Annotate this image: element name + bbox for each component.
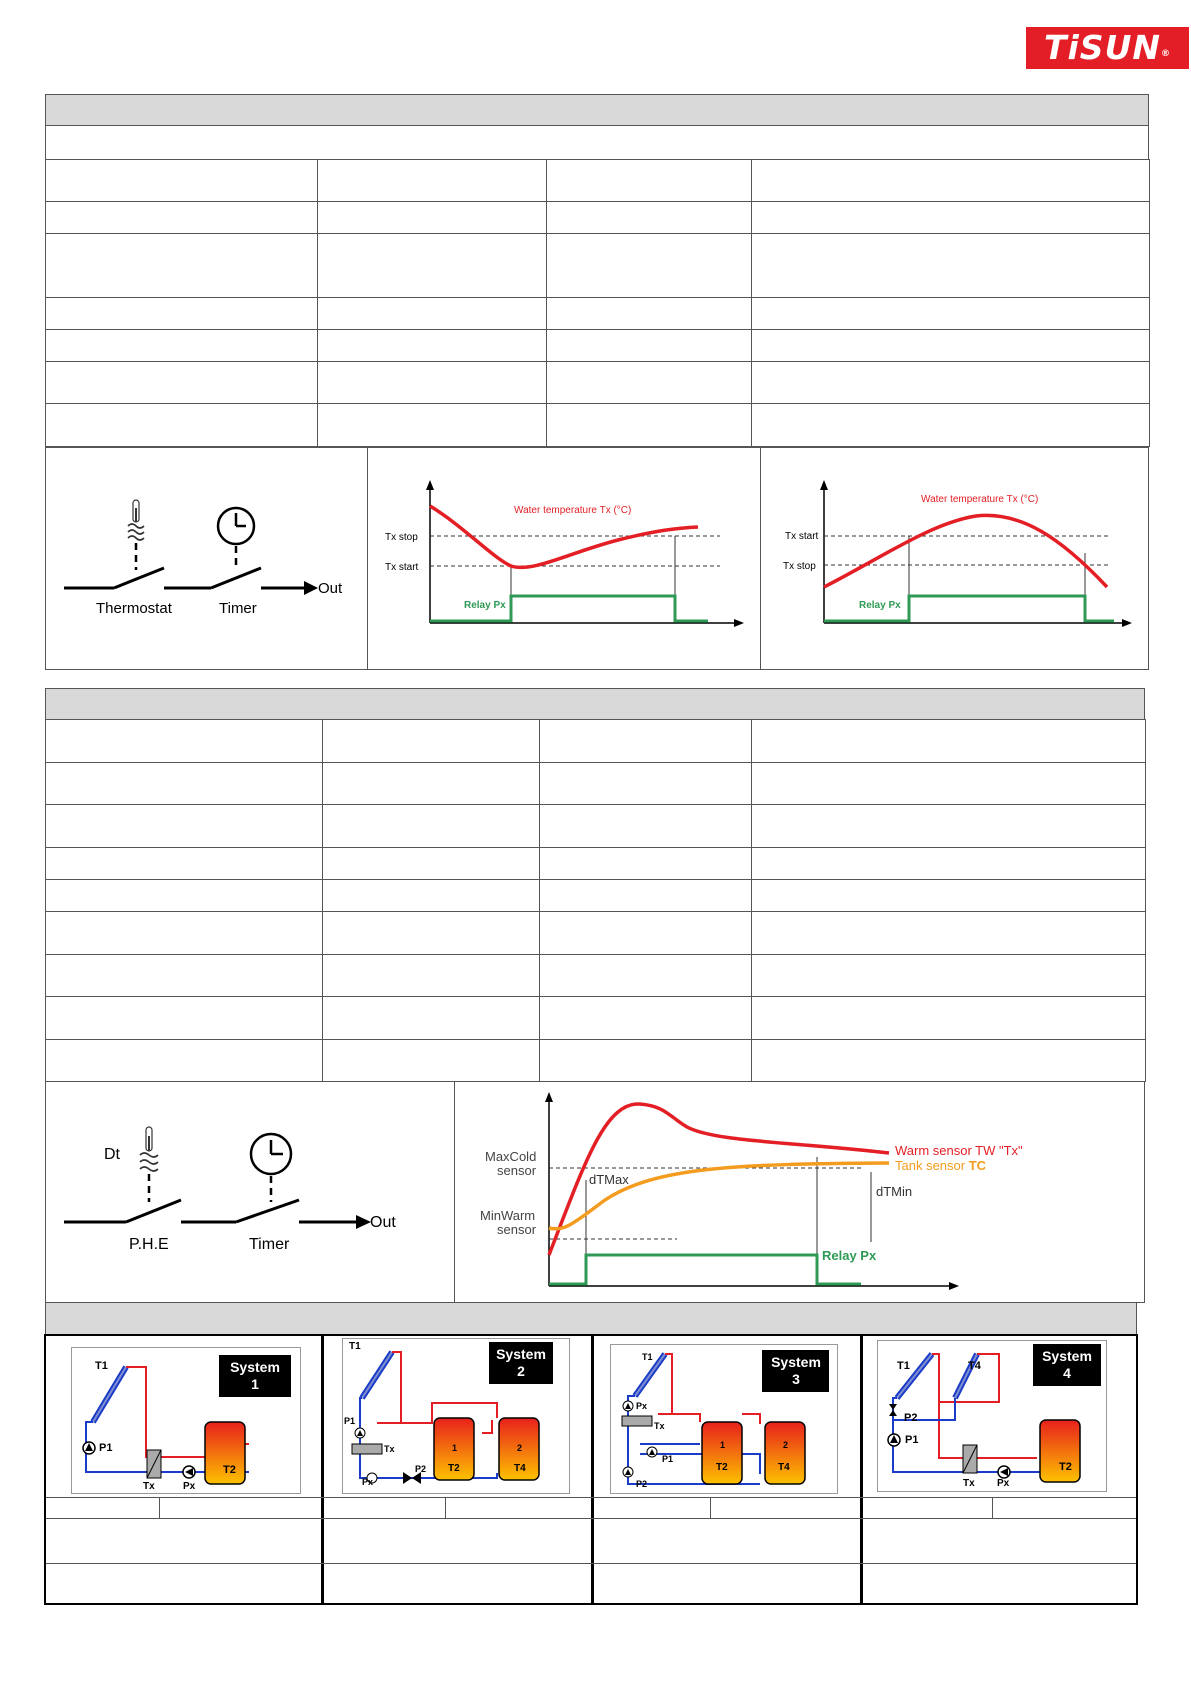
- label-t4: T4: [778, 1462, 790, 1473]
- system-3-diagram: [610, 1344, 838, 1494]
- chart-b-relay: Relay Px: [859, 600, 901, 611]
- label-p2: P2: [636, 1479, 648, 1489]
- tisun-logo: [1026, 27, 1189, 69]
- out-label: Out: [318, 580, 343, 597]
- relay-label: Relay Px: [822, 1248, 877, 1263]
- label-px: Px: [997, 1478, 1010, 1489]
- label-tank-2: 2: [517, 1443, 523, 1453]
- column-divider: [591, 1334, 594, 1605]
- registered-mark: ®: [1161, 49, 1171, 59]
- label-tx: Tx: [384, 1444, 395, 1454]
- phe-label: P.H.E: [129, 1236, 169, 1253]
- thermostat-timer-diagram: [46, 448, 367, 669]
- cell-divider: [445, 1497, 446, 1518]
- system-4-number: 4: [1063, 1365, 1071, 1381]
- chart-cooling-relay: [761, 448, 1148, 669]
- row-line: [46, 1497, 1136, 1498]
- cell-divider: [710, 1497, 711, 1518]
- max-cold-sensor-label: sensor: [497, 1163, 537, 1178]
- label-p1: P1: [662, 1454, 674, 1464]
- chart-phe-relay: [455, 1082, 1144, 1302]
- section2-switch-panel: [45, 1081, 455, 1303]
- row-line: [46, 1518, 1136, 1519]
- timer-label: Timer: [219, 600, 257, 617]
- system-3-number: 3: [792, 1371, 800, 1387]
- system-4-diagram: [877, 1340, 1107, 1492]
- system-4-title: System: [1042, 1348, 1092, 1364]
- dtmax-label: dTMax: [589, 1172, 629, 1187]
- system-1-number: 1: [251, 1376, 259, 1392]
- section1-title-row: [45, 125, 1149, 160]
- label-t2: T2: [716, 1462, 728, 1473]
- label-px: Px: [636, 1401, 648, 1411]
- label-tank-2: 2: [783, 1440, 789, 1450]
- section2-table: [45, 719, 1146, 1082]
- table-row: [46, 362, 1150, 404]
- chart-a-title: Water temperature Tx (°C): [514, 505, 632, 516]
- table-row: [46, 330, 1150, 362]
- column-divider: [321, 1334, 324, 1605]
- section1-chart-b-panel: [760, 447, 1149, 670]
- system-3-title: System: [771, 1354, 821, 1370]
- chart-a-tx-start: Tx start: [385, 562, 419, 573]
- label-tx: Tx: [143, 1481, 155, 1492]
- table-row: [46, 912, 1146, 955]
- chart-b-tx-start: Tx start: [785, 531, 819, 542]
- min-warm-label: MinWarm: [480, 1208, 536, 1223]
- section1-switch-panel: [45, 447, 368, 670]
- dt-label: Dt: [104, 1146, 120, 1163]
- section1-chart-a-panel: [367, 447, 761, 670]
- label-px: Px: [362, 1477, 374, 1487]
- logo-text: TiSUN: [1043, 28, 1161, 67]
- chart-b-title: Water temperature Tx (°C): [921, 494, 1039, 505]
- row-line: [46, 1563, 1136, 1564]
- label-t1: T1: [349, 1341, 361, 1352]
- label-tx: Tx: [963, 1478, 975, 1489]
- table-row: [46, 202, 1150, 234]
- label-t2: T2: [223, 1464, 236, 1476]
- section2-header-bar: [45, 688, 1145, 720]
- section2-chart-panel: [454, 1081, 1145, 1303]
- cell-divider: [992, 1497, 993, 1518]
- phe-timer-diagram: [46, 1082, 454, 1302]
- chart-heating-relay: [368, 448, 760, 669]
- table-row: [46, 955, 1146, 997]
- table-row: [46, 880, 1146, 912]
- cell-divider: [159, 1497, 160, 1518]
- table-row: [46, 805, 1146, 848]
- chart-a-relay: Relay Px: [464, 600, 506, 611]
- label-tank-1: 1: [720, 1440, 726, 1450]
- system-2-diagram: [342, 1338, 570, 1494]
- label-p1: P1: [344, 1416, 356, 1426]
- label-t1: T1: [95, 1360, 108, 1372]
- table-row: [46, 763, 1146, 805]
- chart-b-tx-stop: Tx stop: [783, 561, 816, 572]
- thermostat-label: Thermostat: [96, 600, 172, 617]
- system-1-title: System: [230, 1359, 280, 1375]
- label-p2: P2: [904, 1412, 918, 1424]
- label-t2: T2: [1059, 1461, 1072, 1473]
- table-row: [46, 234, 1150, 298]
- clock-icon: [251, 1134, 291, 1174]
- table-row: [46, 298, 1150, 330]
- system-2-number: 2: [517, 1363, 525, 1379]
- max-cold-label: MaxCold: [485, 1149, 537, 1164]
- label-p2: P2: [415, 1464, 427, 1474]
- table-row: [46, 160, 1150, 202]
- system-2-title: System: [496, 1346, 546, 1362]
- label-t4: T4: [514, 1463, 526, 1474]
- label-t4: T4: [968, 1360, 981, 1372]
- label-tx: Tx: [654, 1421, 665, 1431]
- label-tank-1: 1: [452, 1443, 458, 1453]
- chart-a-tx-stop: Tx stop: [385, 532, 418, 543]
- label-px: Px: [183, 1481, 196, 1492]
- table-row: [46, 848, 1146, 880]
- tank-sensor-code: TC: [968, 1158, 987, 1173]
- label-p1: P1: [905, 1434, 919, 1446]
- svg-text:Tank sensor TC: [895, 1158, 987, 1173]
- section1-table: [45, 159, 1150, 447]
- table-row: [46, 997, 1146, 1040]
- section3-header-bar: [45, 1302, 1137, 1335]
- min-warm-sensor-label: sensor: [497, 1222, 537, 1237]
- table-row: [46, 720, 1146, 763]
- label-t1: T1: [642, 1352, 653, 1362]
- system-1-diagram: [71, 1347, 301, 1494]
- label-p1: P1: [99, 1442, 113, 1454]
- label-t2: T2: [448, 1463, 460, 1474]
- dtmin-label: dTMin: [876, 1184, 913, 1199]
- label-t1: T1: [897, 1360, 910, 1372]
- section1-header-bar: [45, 94, 1149, 126]
- table-row: [46, 404, 1150, 447]
- clock-icon: [218, 508, 254, 544]
- out-label: Out: [370, 1214, 396, 1231]
- tank-sensor-label: Tank sensor: [895, 1158, 969, 1173]
- thermometer-icon: [140, 1127, 158, 1171]
- thermometer-icon: [128, 500, 144, 540]
- table-row: [46, 1040, 1146, 1082]
- timer-label: Timer: [249, 1236, 290, 1253]
- column-divider: [860, 1334, 863, 1605]
- warm-sensor-label: Warm sensor TW "Tx": [895, 1143, 1023, 1158]
